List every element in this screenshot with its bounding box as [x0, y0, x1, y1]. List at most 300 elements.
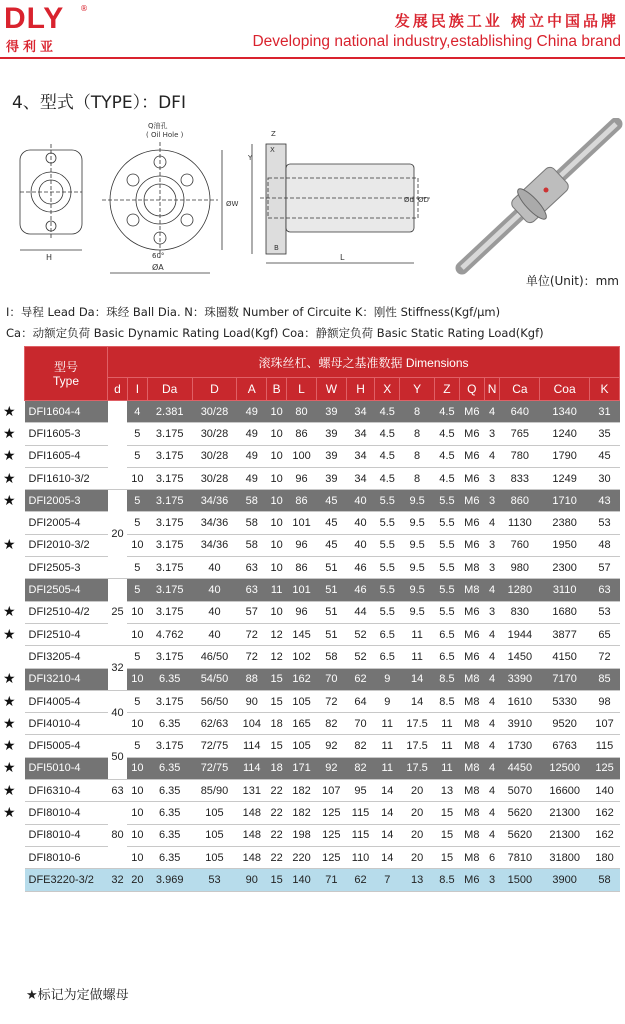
- cell-q: M6: [459, 467, 484, 489]
- cell-ca: 980: [500, 557, 540, 579]
- cell-z: 11: [435, 735, 460, 757]
- cell-n: 4: [484, 401, 500, 423]
- cell-a: 49: [237, 467, 267, 489]
- unit-label: 单位(Unit)：mm: [525, 274, 619, 288]
- model-cell: DFI8010-4: [25, 824, 108, 846]
- cell-da: 3.175: [147, 646, 192, 668]
- cell-q: M6: [459, 601, 484, 623]
- cell-h: 52: [346, 646, 375, 668]
- cell-i: 5: [127, 646, 147, 668]
- dimensions-header: 滚珠丝杠、螺母之基准数据 Dimensions: [108, 347, 620, 378]
- dim-phiw-label: ØW: [226, 200, 239, 208]
- cell-coa: 21300: [540, 802, 590, 824]
- cell-i: 10: [127, 668, 147, 690]
- cell-h: 40: [346, 534, 375, 556]
- cell-n: 6: [484, 846, 500, 868]
- model-cell: DFI8010-6: [25, 846, 108, 868]
- cell-a: 114: [237, 757, 267, 779]
- cell-n: 3: [484, 423, 500, 445]
- cell-x: 4.5: [375, 467, 400, 489]
- cell-i: 5: [127, 445, 147, 467]
- cell-i: 5: [127, 557, 147, 579]
- cell-d: 20: [108, 490, 128, 579]
- cell-x: 14: [375, 846, 400, 868]
- cell-a: 148: [237, 802, 267, 824]
- cell-b: 22: [267, 824, 287, 846]
- cell-da: 6.35: [147, 757, 192, 779]
- spec-table: [24, 346, 620, 892]
- cell-ca: 5070: [500, 780, 540, 802]
- cell-k: 57: [590, 557, 620, 579]
- cell-d: 32: [108, 869, 128, 891]
- dim-phid-label: ØD: [418, 196, 429, 204]
- dim-x-label: X: [270, 146, 275, 154]
- cell-b: 18: [267, 713, 287, 735]
- cell-b: 11: [267, 579, 287, 601]
- cell-z: 11: [435, 713, 460, 735]
- custom-nut-star: ★: [3, 804, 16, 821]
- cell-y: 17.5: [400, 757, 435, 779]
- cell-b: 22: [267, 846, 287, 868]
- cell-a: 72: [237, 623, 267, 645]
- cell-z: 6.5: [435, 646, 460, 668]
- cell-z: 4.5: [435, 445, 460, 467]
- cell-a: 58: [237, 512, 267, 534]
- cell-l: 145: [287, 623, 317, 645]
- cell-z: 8.5: [435, 690, 460, 712]
- cell-n: 3: [484, 534, 500, 556]
- cell-k: 30: [590, 467, 620, 489]
- cell-w: 58: [316, 646, 346, 668]
- cell-y: 9.5: [400, 579, 435, 601]
- cell-a: 63: [237, 557, 267, 579]
- cell-l: 165: [287, 713, 317, 735]
- column-header-d: d: [108, 378, 128, 401]
- cell-ca: 640: [500, 401, 540, 423]
- model-cell: DFI4005-4: [25, 690, 108, 712]
- cell-z: 5.5: [435, 490, 460, 512]
- cell-k: 35: [590, 423, 620, 445]
- column-header-i: I: [127, 378, 147, 401]
- cell-d: 105: [192, 802, 237, 824]
- cell-k: 58: [590, 869, 620, 891]
- cell-w: 45: [316, 534, 346, 556]
- cell-h: 82: [346, 735, 375, 757]
- cell-k: 63: [590, 579, 620, 601]
- cell-i: 10: [127, 780, 147, 802]
- cell-ca: 1610: [500, 690, 540, 712]
- model-cell: DFI2505-4: [25, 579, 108, 601]
- cell-x: 5.5: [375, 512, 400, 534]
- cell-k: 85: [590, 668, 620, 690]
- cell-da: 3.175: [147, 690, 192, 712]
- cell-l: 86: [287, 490, 317, 512]
- cell-da: 3.175: [147, 601, 192, 623]
- model-cell: DFI8010-4: [25, 802, 108, 824]
- cell-ca: 7810: [500, 846, 540, 868]
- cell-q: M6: [459, 401, 484, 423]
- footnote: ★标记为定做螺母: [26, 988, 129, 1003]
- cell-n: 3: [484, 601, 500, 623]
- cell-d: 40: [192, 623, 237, 645]
- table-row: [25, 490, 620, 512]
- cell-ca: 3390: [500, 668, 540, 690]
- cell-a: 72: [237, 646, 267, 668]
- cell-n: 4: [484, 757, 500, 779]
- cell-n: 3: [484, 490, 500, 512]
- cell-d: 63: [108, 780, 128, 802]
- cell-n: 3: [484, 557, 500, 579]
- cell-y: 14: [400, 668, 435, 690]
- cell-l: 101: [287, 579, 317, 601]
- cell-w: 82: [316, 713, 346, 735]
- cell-l: 105: [287, 690, 317, 712]
- cell-da: 3.175: [147, 467, 192, 489]
- model-cell: DFI5005-4: [25, 735, 108, 757]
- cell-d: 25: [108, 579, 128, 646]
- model-cell: DFE3220-3/2: [25, 869, 108, 891]
- model-cell: DFI1604-4: [25, 401, 108, 423]
- table-row: [25, 802, 620, 824]
- cell-ca: 765: [500, 423, 540, 445]
- cell-q: M8: [459, 557, 484, 579]
- cell-k: 125: [590, 757, 620, 779]
- table-row: [25, 735, 620, 757]
- cell-b: 15: [267, 735, 287, 757]
- dim-b-label: B: [274, 244, 279, 252]
- cell-i: 10: [127, 757, 147, 779]
- cell-d: 53: [192, 869, 237, 891]
- table-row: [25, 401, 620, 423]
- cell-n: 4: [484, 623, 500, 645]
- cell-coa: 21300: [540, 824, 590, 846]
- cell-y: 9.5: [400, 601, 435, 623]
- cell-d: 40: [108, 690, 128, 735]
- cell-coa: 1710: [540, 490, 590, 512]
- cell-a: 63: [237, 579, 267, 601]
- cell-k: 45: [590, 445, 620, 467]
- cell-l: 162: [287, 668, 317, 690]
- cell-i: 10: [127, 534, 147, 556]
- cell-k: 43: [590, 490, 620, 512]
- column-header-z: Z: [435, 378, 460, 401]
- cell-ca: 830: [500, 601, 540, 623]
- cell-d: 34/36: [192, 490, 237, 512]
- cell-b: 10: [267, 490, 287, 512]
- cell-w: 39: [316, 423, 346, 445]
- cell-l: 171: [287, 757, 317, 779]
- cell-d: 30/28: [192, 423, 237, 445]
- cell-coa: 12500: [540, 757, 590, 779]
- cell-d: [108, 401, 128, 490]
- cell-l: 182: [287, 802, 317, 824]
- ballscrew-photo: [462, 124, 616, 268]
- cell-y: 8: [400, 401, 435, 423]
- cell-h: 40: [346, 490, 375, 512]
- cell-d: 30/28: [192, 467, 237, 489]
- cell-coa: 1790: [540, 445, 590, 467]
- cell-w: 72: [316, 690, 346, 712]
- cell-w: 51: [316, 601, 346, 623]
- model-cell: DFI3210-4: [25, 668, 108, 690]
- cell-y: 20: [400, 846, 435, 868]
- cell-da: 3.175: [147, 579, 192, 601]
- cell-d: 62/63: [192, 713, 237, 735]
- cell-q: M8: [459, 802, 484, 824]
- cell-ca: 1944: [500, 623, 540, 645]
- cell-q: M6: [459, 534, 484, 556]
- cell-k: 53: [590, 512, 620, 534]
- oil-hole-label-cn: Q油孔: [148, 122, 168, 130]
- model-cell: DFI2505-3: [25, 557, 108, 579]
- cell-coa: 7170: [540, 668, 590, 690]
- cell-h: 95: [346, 780, 375, 802]
- type-header: [25, 347, 108, 401]
- cell-d: 40: [192, 557, 237, 579]
- cell-l: 101: [287, 512, 317, 534]
- cell-w: 39: [316, 401, 346, 423]
- cell-y: 8: [400, 445, 435, 467]
- cell-h: 46: [346, 557, 375, 579]
- cell-l: 80: [287, 401, 317, 423]
- cell-coa: 1240: [540, 423, 590, 445]
- cell-coa: 3900: [540, 869, 590, 891]
- cell-da: 3.175: [147, 445, 192, 467]
- cell-h: 44: [346, 601, 375, 623]
- cell-x: 11: [375, 713, 400, 735]
- cell-ca: 1500: [500, 869, 540, 891]
- cell-q: M6: [459, 869, 484, 891]
- cell-w: 39: [316, 467, 346, 489]
- cell-y: 9.5: [400, 512, 435, 534]
- cell-d: 54/50: [192, 668, 237, 690]
- cell-da: 6.35: [147, 846, 192, 868]
- cell-z: 15: [435, 824, 460, 846]
- cell-a: 90: [237, 690, 267, 712]
- cell-q: M6: [459, 490, 484, 512]
- cell-y: 20: [400, 802, 435, 824]
- cell-a: 58: [237, 534, 267, 556]
- model-cell: DFI2010-3/2: [25, 534, 108, 556]
- table-row: [25, 690, 620, 712]
- cell-y: 8: [400, 467, 435, 489]
- model-cell: DFI6310-4: [25, 780, 108, 802]
- cell-da: 4.762: [147, 623, 192, 645]
- cell-x: 6.5: [375, 623, 400, 645]
- cell-q: M8: [459, 846, 484, 868]
- cell-i: 10: [127, 623, 147, 645]
- cell-y: 20: [400, 780, 435, 802]
- model-cell: DFI1610-3/2: [25, 467, 108, 489]
- cell-da: 6.35: [147, 802, 192, 824]
- cell-k: 162: [590, 824, 620, 846]
- cell-q: M8: [459, 668, 484, 690]
- column-header-b: B: [267, 378, 287, 401]
- cell-coa: 1950: [540, 534, 590, 556]
- cell-ca: 5620: [500, 824, 540, 846]
- cell-coa: 3877: [540, 623, 590, 645]
- cell-q: M6: [459, 646, 484, 668]
- cell-b: 10: [267, 512, 287, 534]
- cell-coa: 2380: [540, 512, 590, 534]
- cell-d: 105: [192, 824, 237, 846]
- cell-h: 82: [346, 757, 375, 779]
- cell-da: 2.381: [147, 401, 192, 423]
- cell-d: 34/36: [192, 534, 237, 556]
- spec-table-body: [25, 401, 620, 892]
- dim-l-label: L: [340, 253, 345, 262]
- cell-z: 8.5: [435, 869, 460, 891]
- cell-i: 5: [127, 490, 147, 512]
- cell-y: 13: [400, 869, 435, 891]
- cell-b: 10: [267, 445, 287, 467]
- cell-ca: 780: [500, 445, 540, 467]
- cell-l: 100: [287, 445, 317, 467]
- cell-da: 6.35: [147, 713, 192, 735]
- cell-coa: 1340: [540, 401, 590, 423]
- cell-y: 11: [400, 646, 435, 668]
- model-cell: DFI1605-3: [25, 423, 108, 445]
- cell-x: 9: [375, 690, 400, 712]
- cell-w: 125: [316, 802, 346, 824]
- cell-z: 5.5: [435, 512, 460, 534]
- cell-x: 5.5: [375, 534, 400, 556]
- cell-l: 96: [287, 601, 317, 623]
- cell-da: 3.175: [147, 490, 192, 512]
- cell-q: M8: [459, 579, 484, 601]
- cell-i: 10: [127, 802, 147, 824]
- cell-coa: 16600: [540, 780, 590, 802]
- cell-w: 125: [316, 846, 346, 868]
- cell-coa: 2300: [540, 557, 590, 579]
- cell-ca: 833: [500, 467, 540, 489]
- cell-i: 4: [127, 401, 147, 423]
- cell-d: 30/28: [192, 401, 237, 423]
- cell-da: 3.175: [147, 423, 192, 445]
- cell-w: 92: [316, 735, 346, 757]
- cell-n: 3: [484, 467, 500, 489]
- cell-l: 86: [287, 557, 317, 579]
- model-cell: DFI5010-4: [25, 757, 108, 779]
- cell-q: M8: [459, 690, 484, 712]
- cell-q: M6: [459, 445, 484, 467]
- slogan-cn: 发展民族工业 树立中国品牌: [394, 12, 619, 30]
- cell-a: 57: [237, 601, 267, 623]
- cell-w: 92: [316, 757, 346, 779]
- cell-coa: 1680: [540, 601, 590, 623]
- cell-ca: 5620: [500, 802, 540, 824]
- cell-w: 125: [316, 824, 346, 846]
- cell-x: 4.5: [375, 445, 400, 467]
- column-header-w: W: [316, 378, 346, 401]
- cell-b: 10: [267, 401, 287, 423]
- cell-d: 46/50: [192, 646, 237, 668]
- column-header-y: Y: [400, 378, 435, 401]
- custom-nut-star: ★: [3, 537, 16, 554]
- cell-d: 72/75: [192, 735, 237, 757]
- legend-line-2: Ca：动额定负荷 Basic Dynamic Rating Load(Kgf) Coa：静额定负荷 Basic Static Rating Load(Kgf): [6, 326, 544, 340]
- custom-nut-star: ★: [3, 604, 16, 621]
- column-header-a: A: [237, 378, 267, 401]
- cell-b: 10: [267, 601, 287, 623]
- cell-ca: 1280: [500, 579, 540, 601]
- cell-i: 5: [127, 423, 147, 445]
- cell-d: 40: [192, 579, 237, 601]
- custom-nut-star: ★: [3, 715, 16, 732]
- cell-da: 3.969: [147, 869, 192, 891]
- custom-nut-star: ★: [3, 782, 16, 799]
- cell-h: 34: [346, 401, 375, 423]
- cell-x: 7: [375, 869, 400, 891]
- custom-nut-star: ★: [3, 738, 16, 755]
- cell-h: 115: [346, 802, 375, 824]
- cell-d: 56/50: [192, 690, 237, 712]
- cell-d: 72/75: [192, 757, 237, 779]
- cell-d: 34/36: [192, 512, 237, 534]
- cell-b: 22: [267, 802, 287, 824]
- cell-a: 90: [237, 869, 267, 891]
- cell-x: 5.5: [375, 490, 400, 512]
- cell-l: 198: [287, 824, 317, 846]
- cell-d: 32: [108, 646, 128, 691]
- cell-a: 49: [237, 423, 267, 445]
- model-cell: DFI2510-4: [25, 623, 108, 645]
- cell-i: 5: [127, 690, 147, 712]
- cell-y: 8: [400, 423, 435, 445]
- cell-z: 13: [435, 780, 460, 802]
- cell-q: M6: [459, 423, 484, 445]
- column-header-x: X: [375, 378, 400, 401]
- cell-z: 15: [435, 846, 460, 868]
- custom-nut-star: ★: [3, 492, 16, 509]
- cell-y: 20: [400, 824, 435, 846]
- type-header-en: Type: [52, 373, 79, 388]
- brand-logo: DLY: [4, 2, 65, 35]
- cell-i: 10: [127, 846, 147, 868]
- table-row: [25, 646, 620, 668]
- cell-h: 40: [346, 512, 375, 534]
- column-header-k: K: [590, 378, 620, 401]
- cell-coa: 9520: [540, 713, 590, 735]
- cell-q: M8: [459, 735, 484, 757]
- cell-k: 65: [590, 623, 620, 645]
- dim-h-label: H: [46, 253, 53, 262]
- dim-y-label: Y: [248, 154, 253, 162]
- cell-l: 220: [287, 846, 317, 868]
- cell-h: 70: [346, 713, 375, 735]
- cell-z: 15: [435, 802, 460, 824]
- cell-k: 140: [590, 780, 620, 802]
- cell-q: M6: [459, 512, 484, 534]
- cell-i: 5: [127, 735, 147, 757]
- cell-z: 11: [435, 757, 460, 779]
- cell-b: 15: [267, 668, 287, 690]
- cell-x: 5.5: [375, 601, 400, 623]
- cell-h: 62: [346, 668, 375, 690]
- cell-da: 3.175: [147, 534, 192, 556]
- cell-n: 4: [484, 780, 500, 802]
- cell-w: 71: [316, 869, 346, 891]
- brand-logo-cn: 得利亚: [6, 40, 58, 55]
- cell-l: 86: [287, 423, 317, 445]
- cell-ca: 4450: [500, 757, 540, 779]
- cell-coa: 4150: [540, 646, 590, 668]
- cell-n: 4: [484, 824, 500, 846]
- cell-z: 5.5: [435, 601, 460, 623]
- cell-y: 9.5: [400, 557, 435, 579]
- cell-d: 40: [192, 601, 237, 623]
- cell-h: 34: [346, 467, 375, 489]
